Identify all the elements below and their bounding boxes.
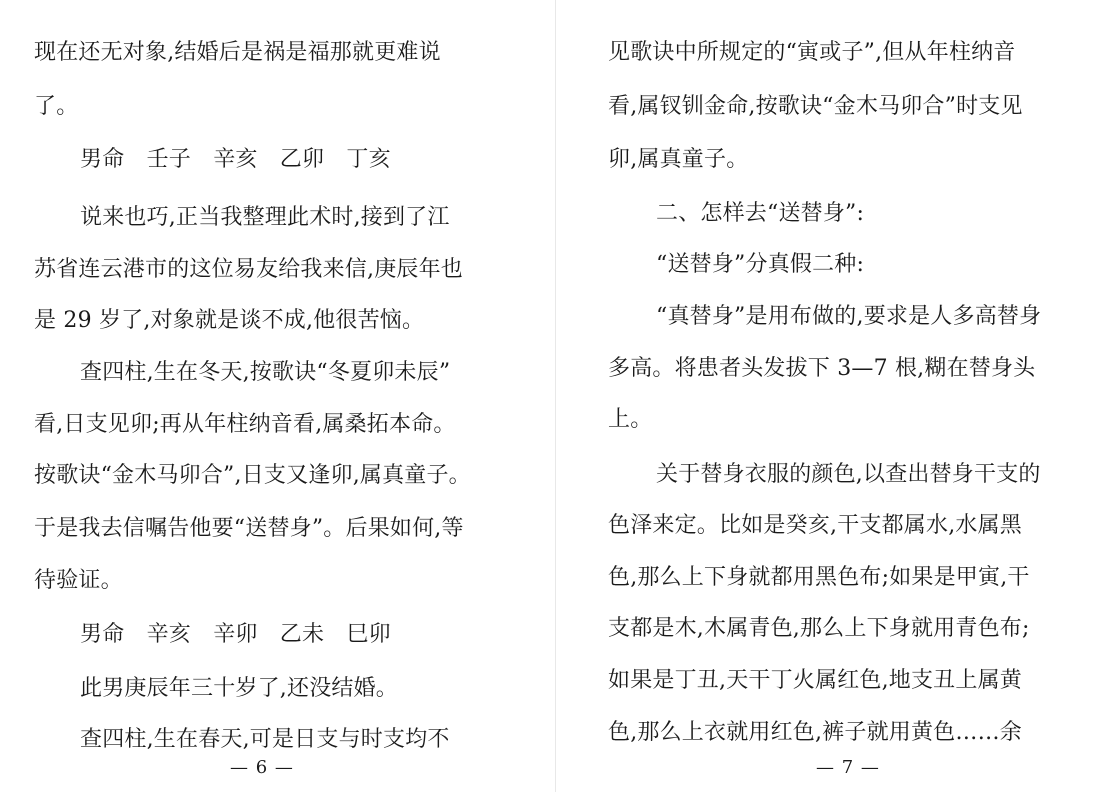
text-line: 多高。将患者头发拔下 3—7 根,糊在替身头 (608, 356, 1036, 381)
text-line: 支都是木,木属青色,那么上下身就用青色布; (608, 616, 1030, 641)
text-line: 现在还无对象,结婚后是祸是福那就更难说 (34, 40, 441, 65)
text-line: 按歌诀“金木马卯合”,日支又逢卯,属真童子。 (34, 463, 471, 488)
page-number: — 7 — (816, 757, 880, 778)
left-page (0, 0, 556, 792)
text-line: 待验证。 (34, 568, 123, 593)
page-number: — 6 — (230, 757, 294, 778)
text-line: 看,属钗钏金命,按歌诀“金木马卯合”时支见 (608, 94, 1023, 119)
text-line: 于是我去信嘱告他要“送替身”。后果如何,等 (34, 516, 464, 541)
text-line: 关于替身衣服的颜色,以查出替身干支的 (656, 462, 1041, 487)
text-line: 色泽来定。比如是癸亥,干支都属水,水属黑 (608, 513, 1022, 538)
text-line: 见歌诀中所规定的“寅或子”,但从年柱纳音 (608, 40, 1016, 65)
text-line: “送替身”分真假二种: (656, 252, 865, 277)
text-line: 了。 (34, 94, 79, 119)
right-page (556, 0, 1113, 792)
text-line: 色,那么上下身就都用黑色布;如果是甲寅,干 (608, 565, 1030, 590)
section-heading: 二、怎样去“送替身”: (656, 201, 865, 226)
text-line: 查四柱,生在冬天,按歌诀“冬夏卯未辰” (80, 360, 451, 385)
text-line: 卯,属真童子。 (608, 147, 749, 172)
text-line: 此男庚辰年三十岁了,还没结婚。 (80, 676, 398, 701)
bazi-line: 男命 壬子 辛亥 乙卯 丁亥 (80, 147, 391, 172)
text-line: “真替身”是用布做的,要求是人多高替身 (656, 304, 1042, 329)
text-line: 苏省连云港市的这位易友给我来信,庚辰年也 (34, 257, 463, 282)
text-line: 色,那么上衣就用红色,裤子就用黄色……余 (608, 720, 1022, 745)
text-line: 是 29 岁了,对象就是谈不成,他很苦恼。 (34, 308, 425, 333)
text-line: 上。 (608, 407, 653, 432)
text-line: 查四柱,生在春天,可是日支与时支均不 (80, 727, 450, 752)
text-line: 看,日支见卯;再从年柱纳音看,属桑拓本命。 (34, 412, 456, 437)
text-line: 如果是丁丑,天干丁火属红色,地支丑上属黄 (608, 668, 1022, 693)
text-line: 说来也巧,正当我整理此术时,接到了江 (80, 205, 450, 230)
bazi-line: 男命 辛亥 辛卯 乙未 巳卯 (80, 622, 391, 647)
